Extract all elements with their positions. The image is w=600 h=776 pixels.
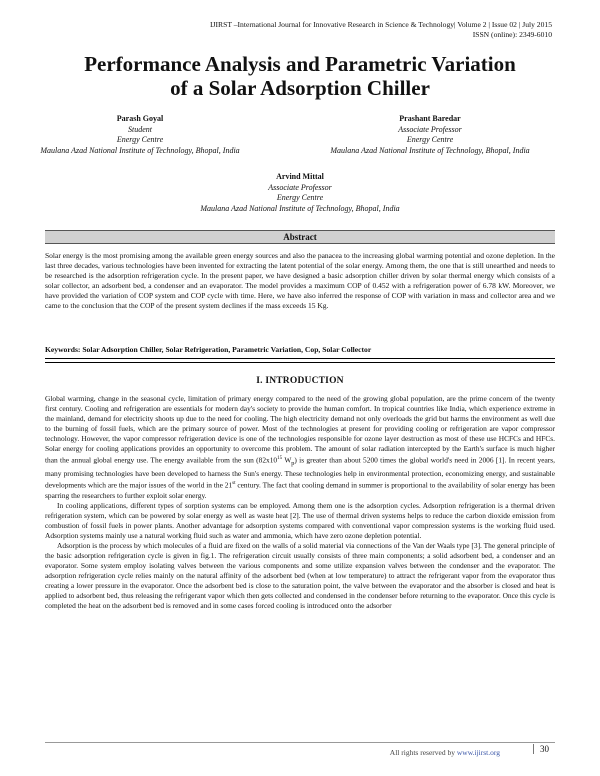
author-name: Prashant Baredar [399, 114, 461, 123]
section-heading [0, 376, 600, 386]
author-block-2 [300, 114, 560, 156]
paragraph-2: In cooling applications, different types of sorption systems can be employed. Among them one is the adsorption cycles. Adsorption refrigeration is a thermal driven refrigeration system, which can be powered by solar energy as well as waste heat [2]. The use of thermal driven systems helps to reduce the carbon dioxide emission from combustion of fossil fuels in power plants. Another advantage for adsorption systems compared with conventional vapor compression systems is the working fluid used. Adsorption systems mainly use a natural working fluid such as water and ammonia, which have zero ozone depletion potential. [45, 500, 555, 541]
rights-notice: All rights reserved by www.ijirst.org [389, 748, 500, 757]
abstract-heading: Abstract [45, 230, 555, 244]
author-role: Associate Professor [398, 124, 462, 134]
author-dept: Energy Centre [116, 135, 164, 144]
author-name: Parash Goyal [116, 114, 164, 123]
paragraph-1: Global warming, change in the seasonal cycle, limitation of primary energy compared to the need of the growing global population, are the prime concern of the twenty first century. Cooling and refrigeration are essentials for modern day's society to provide the human comfort. In tropical countries like India, which experience extreme in the mainland, demand for electricity shoots up due to the need for cooling. The high electricity demand not only overloads the grid but harms the environment as well due to the burning of fossil fuels, which are the primary source of power. Most of the technologies at present for providing cooling or refrigeration are vapor compressor technology. However, the vapor compressor refrigeration device is one of the technologies responsible for ozone layer destruction as most of these use HCFCs and HFCs. Solar energy for cooling applications provides an opportunity to overcome this problem. The amount of solar radiation intercepted by the Earth's surface is much higher than the annual global energy use. The energy available from the sun ($82x10^{15}$ $W_p$) is greater than about 5200 times the global world's need in 2006 [1]. In recent years, many promising technologies have been developed to harness the Sun's energy. These technologies help in environmental protection, economizing energy, and sustainable developments which are the major issues of the world in the 21st century. The fact that cooling demand in summer is proportional to the availability of solar energy has been sparring the researchers to further exploit solar energy. [45, 394, 555, 500]
page-number: 30 [533, 744, 555, 754]
section-number: I. [256, 376, 263, 386]
divider-thick [45, 358, 555, 359]
author-dept: Energy Centre [276, 193, 324, 202]
journal-header [210, 20, 552, 40]
site-link[interactable]: www.ijirst.org [456, 748, 500, 757]
title-line-1: Performance Analysis and Parametric Variation [84, 52, 516, 76]
title-line-2: of a Solar Adsorption Chiller [170, 76, 430, 100]
journal-line: IJIRST –International Journal for Innovative Research in Science & Technology| Volume 2 | Issue 02 | July 2015 [210, 20, 552, 29]
section-title: INTRODUCTION [265, 376, 344, 386]
paper-title [30, 52, 570, 100]
author-dept: Energy Centre [406, 135, 454, 144]
author-institute: Maulana Azad National Institute of Technology, Bhopal, India [330, 145, 530, 155]
page-footer [45, 742, 555, 759]
divider-thin [45, 362, 555, 363]
author-institute: Maulana Azad National Institute of Technology, Bhopal, India [200, 203, 400, 213]
author-block-3 [170, 172, 430, 214]
keywords: Keywords: Solar Adsorption Chiller, Solar Refrigeration, Parametric Variation, Cop, Solar Collector [45, 345, 372, 354]
abstract-text: Solar energy is the most promising among the available green energy sources and also the panacea to the increasing global warming potential and ozone depletion. In the last three decades, various technologies have been invented for extracting the latent potential of the solar energy. Among them, the one that is still unearthed and needs to be researched is the adsorption refrigeration cycle. In the present paper, we have designed a basic adsorption chiller driven by solar thermal energy which consists of a solar collector, an adsorbent bed, a condenser and an evaporator. The model provides a maximum COP of 0.452 with a refrigeration power of 6.78 kW. Moreover, we have provided the variation of COP system and COP cycle with time. Here, we have also inferred the response of COP with variation in mass and collector area and we came to the conclusion that the COP of the present system declines if the mass exceeds 15 Kg. [45, 251, 555, 311]
author-institute: Maulana Azad National Institute of Technology, Bhopal, India [40, 145, 240, 155]
author-name: Arvind Mittal [276, 172, 324, 181]
paragraph-3: Adsorption is the process by which molecules of a fluid are fixed on the walls of a solid material via connections of the Van der Waals type [3]. The general principle of the basic adsorption refrigeration cycle is given in fig.1. The refrigeration circuit usually consists of three main components; a solid adsorbent bed, a condenser and an evaporator. Some system employ isolating valves between the various components and some utilize expansion valves between the condenser and the evaporator. The adsorption refrigeration cycle relies mainly on the natural affinity of the adsorbent bed (when at low temperature) to attract the refrigerant vapor from the evaporator thus creating a lower pressure in the evaporator. Once the adsorbent bed is close to the saturation point, the valve between the evaporator and the absorber is closed and heat is applied to adsorbent bed, thus releasing the refrigerant vapor which then gets collected and condensed in the condenser before returning to the evaporator. Once this cycle is completed the heat on the adsorbent bed is removed and in some cases forced cooling is introduced onto the adsorber [45, 541, 555, 611]
author-role: Student [128, 124, 152, 134]
author-role: Associate Professor [268, 182, 332, 192]
issn-line: ISSN (online): 2349-6010 [472, 30, 552, 39]
body-text [45, 394, 555, 611]
author-block-1 [40, 114, 240, 156]
